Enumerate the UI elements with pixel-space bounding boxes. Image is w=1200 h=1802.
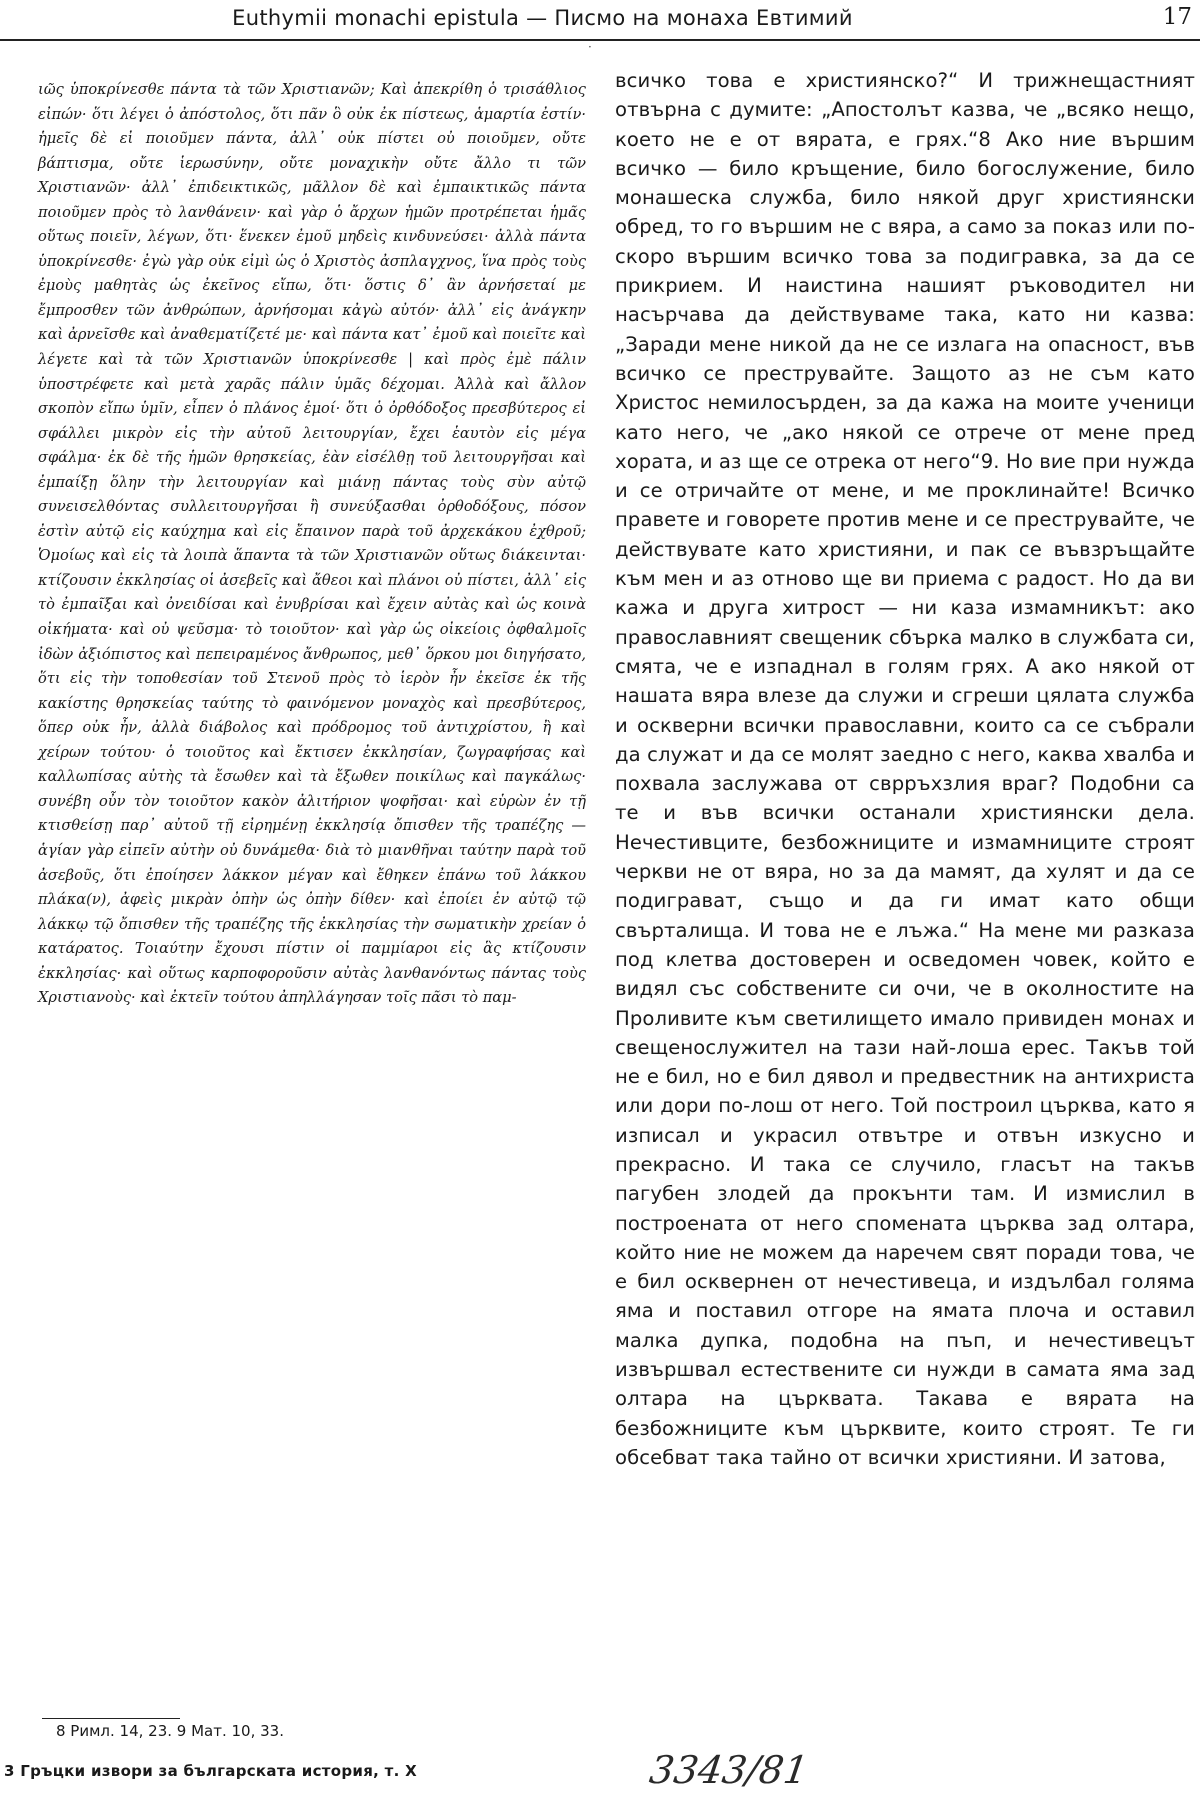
page-number: 17 <box>1162 4 1192 30</box>
bulgarian-text-column <box>615 66 1195 1526</box>
header-rule <box>0 39 1200 41</box>
source-signature-line: 3 Гръцки извори за българската история, т. X <box>4 1762 418 1780</box>
running-header <box>0 4 1200 42</box>
greek-text-column <box>38 78 586 1518</box>
bulgarian-paragraph: всичко това е християнско?“ И трижнещастният отвърна с думите: „Апостолът казва, че „всяко нещо, което не е от вярата, е грях.“8 Ако ние вършим всичко — било кръщение, било богослужение, било монашеска служба, било някой друг християнски обред, то го вършим не с вяра, а само за показ или по-скоро вършим всичко това за подигравка, за да се прикрием. И наистина нашият ръководител ни насърчава да действуваме така, като ни казва: „Заради мене никой да не се излага на опасност, във всичко се преструвайте. Защото аз не съм като Христос немилосърден, за да кажа на моите ученици като него, че „ако някой се отрече от мене пред хората, и аз ще се отрека от него“9. Но вие при нужда и се отричайте от мене, и ме проклинайте! Всичко правете и говорете против мене и се преструвайте, че действувате като християни, и пак се въвзръщайте към мен и аз отново ще ви приема с радост. Но да ви кажа и друга хитрост — ни каза измамникът: ако православният свещеник сбърка малко в службата си, смята, че е изпаднал в голям грях. А ако някой от нашата вяра влезе да служи и сгреши цялата служба и оскверни всички православни, които са се събрали да служат и да се молят заедно с него, каква хвалба и похвала заслужава от сврръхзлия враг? Подобни са те и във всички останали християнски дела. Нечестивците, безбожниците и измамниците строят черкви не от вяра, но за да мамят, да хулят и да се подиграват, също и да ги имат като общи свърталища. И това не е лъжа.“ На мене ми разказа под клетва достоверен и осведомен човек, който е видял със собствените си очи, че в околностите на Проливите към светилището имало привиден монах и свещенослужител на тази най-лоша ерес. Такъв той не е бил, но е бил дявол и предвестник на антихриста или дори по-лош от него. Той построил църква, като я изписал и украсил отвътре и отвън изкусно и прекрасно. И така се случило, гласът на такъв пагубен злодей да прокънти там. И измислил в построената от него спомената църква зад олтара, който ние не можем да наречем свят поради това, че е бил осквернен от нечестивеца, и издълбал голяма яма и поставил отгоре на ямата плоча и оставил малка дупка, подобна на пъп, и нечестивецът извършвал естествените си нужди в самата яма зад олтара на църквата. Такава е вярата на безбожниците към църквите, които строят. Те ги обсебват така тайно от всички християни. И затова, <box>615 69 1195 1469</box>
footnotes: 8 Римл. 14, 23. 9 Мат. 10, 33. <box>56 1722 284 1740</box>
handwritten-inventory-number: 3343/81 <box>646 1748 811 1792</box>
greek-paragraph: ιῶς ὑποκρίνεσθε πάντα τὰ τῶν Χριστιανῶν; Καὶ ἀπεκρίθη ὁ τρισάθλιος εἰπών· ὅτι λέγει ὁ ἀπόστολος, ὅτι πᾶν ὃ οὐκ ἐκ πίστεως, ἁμαρτία ἐστίν· ἡμεῖς δὲ εἰ ποιοῦμεν πάντα, ἀλλ᾽ οὐκ πίστει οὐ ποιοῦμεν, οὔτε βάπτισμα, οὔτε ἱερωσύνην, οὔτε μοναχικὴν οὔτε ἄλλο τι τῶν Χριστιανῶν· ἀλλ᾽ ἐπιδεικτικῶς, μᾶλλον δὲ καὶ ἐμπαικτικῶς πάντα ποιοῦμεν πρὸς τὸ λανθάνειν· καὶ γὰρ ὁ ἄρχων ἡμῶν προτρέπεται ἡμᾶς οὕτως ποιεῖν, λέγων, ὅτι· ἕνεκεν ἐμοῦ μηδεὶς κινδυνεύσει· ἀλλὰ πάντα ὑποκρίνεσθε· ἐγὼ γὰρ οὐκ εἰμὶ ὡς ὁ Χριστὸς ἀσπλαγχνος, ἵνα πρὸς τοὺς ἐμοὺς μαθητὰς ὡς ἐκεῖνος εἴπω, ὅτι· ὅστις δ᾽ ἂν ἀρνήσεταί με ἔμπροσθεν τῶν ἀνθρώπων, ἀρνήσομαι κἀγὼ αὐτόν· ἀλλ᾽ εἰς ἀνάγκην καὶ ἀρνεῖσθε καὶ ἀναθεματίζετέ με· καὶ πάντα κατ᾽ ἐμοῦ καὶ ποιεῖτε καὶ λέγετε καὶ τὰ τῶν Χριστιανῶν ὑποκρίνεσθε | καὶ πρὸς ἐμὲ πάλιν ὑποστρέφετε καὶ μετὰ χαρᾶς πάλιν ὑμᾶς δέχομαι. Ἀλλὰ καὶ ἄλλον σκοπὸν εἴπω ὑμῖν, εἶπεν ὁ πλάνος ἐμοί· ὅτι ὁ ὀρθόδοξος πρεσβύτερος εἰ σφάλλει μικρὸν εἰς τὴν αὐτοῦ λειτουργίαν, ἔχει ἑαυτὸν εἰς μέγα σφάλμα· ἐκ δὲ τῆς ἡμῶν θρησκείας, ἐὰν εἰσέλθῃ τοῦ λειτουργῆσαι καὶ ἐμπαίξῃ ὅλην τὴν λειτουργίαν καὶ μιάνῃ πάντας τοὺς σὺν αὐτῷ συνεισελθόντας συλλειτουργῆσαι ἢ συνεύξασθαι ὀρθοδόξους, πόσον ἐστὶν αὐτῷ εἰς καύχημα καὶ εἰς ἔπαινον παρὰ τοῦ ἀρχεκάκου ἐχθροῦ; Ὁμοίως καὶ εἰς τὰ λοιπὰ ἅπαντα τὰ τῶν Χριστιανῶν οὕτως διάκεινται· κτίζουσιν ἐκκλησίας οἱ ἀσεβεῖς καὶ ἄθεοι καὶ πλάνοι οὐ πίστει, ἀλλ᾽ εἰς τὸ ἐμπαῖξαι καὶ ὀνειδίσαι καὶ ἐνυβρίσαι καὶ ἔχειν αὐτὰς καὶ ὡς κοινὰ οἰκήματα· καὶ οὐ ψεῦσμα· τὸ τοιοῦτον· καὶ γὰρ ὡς οἰκείοις ὀφθαλμοῖς ἰδὼν ἀξιόπιστος καὶ πεπειραμένος ἄνθρωπος, μεθ᾽ ὅρκου μοι διηγήσατο, ὅτι εἰς τὴν τοποθεσίαν τοῦ Στενοῦ πρὸς τὸ ἱερὸν ἦν ἐκεῖσε ἐκ τῆς κακίστης θρησκείας ταύτης τὸ φαινόμενον μοναχὸς καὶ πρεσβύτερος, ὅπερ οὐκ ἦν, ἀλλὰ διάβολος καὶ πρόδρομος τοῦ ἀντιχρίστου, ἢ καὶ χείρων τούτου· ὁ τοιοῦτος καὶ ἔκτισεν ἐκκλησίαν, ζωγραφήσας καὶ καλλωπίσας αὐτὴς τὰ ἔσωθεν καὶ τὰ ἔξωθεν ποικίλως καὶ παγκάλως· συνέβη οὖν τὸν τοιοῦτον κακὸν ἀλιτήριον ψοφῆσαι· καὶ εὑρὼν ἐν τῇ κτισθείσῃ παρ᾽ αὐτοῦ τῇ εἰρημένῃ ἐκκλησίᾳ ὄπισθεν τῆς τραπέζης — ἁγίαν γὰρ εἰπεῖν αὐτὴν οὐ δυνάμεθα· διὰ τὸ μιανθῆναι ταύτην παρὰ τοῦ ἀσεβοῦς, ὅτι ἐποίησεν λάκκον μέγαν καὶ ἔθηκεν ἐπάνω τοῦ λάκκου πλάκα(ν), ἀφεὶς μικρὰν ὀπὴν ὡς ὀπὴν δίθεν· καὶ ἐποίει ἐν αὐτῷ τῷ λάκκῳ τῷ ὄπισθεν τῆς τραπέζης τῆς ἐκκλησίας τὴν σωματικὴν χρείαν ὁ κατάρατος. Τοιαύτην ἔχουσι πίστιν οἱ παμμίαροι εἰς ἃς κτίζουσιν ἐκκλησίας· καὶ οὕτως καρποφοροῦσιν αὐτὰς λανθανόντως πάντας τοὺς Χριστιανοὺς· καὶ ἐκτεῖν τούτου ἀπηλλάγησαν τοῖς πᾶσι τὸ παμ- <box>38 81 586 1007</box>
footnote-separator <box>42 1718 180 1719</box>
stray-dot: · <box>588 40 592 54</box>
running-head-title: Euthymii monachi epistula — Писмо на монаха Евтимий <box>232 6 853 30</box>
